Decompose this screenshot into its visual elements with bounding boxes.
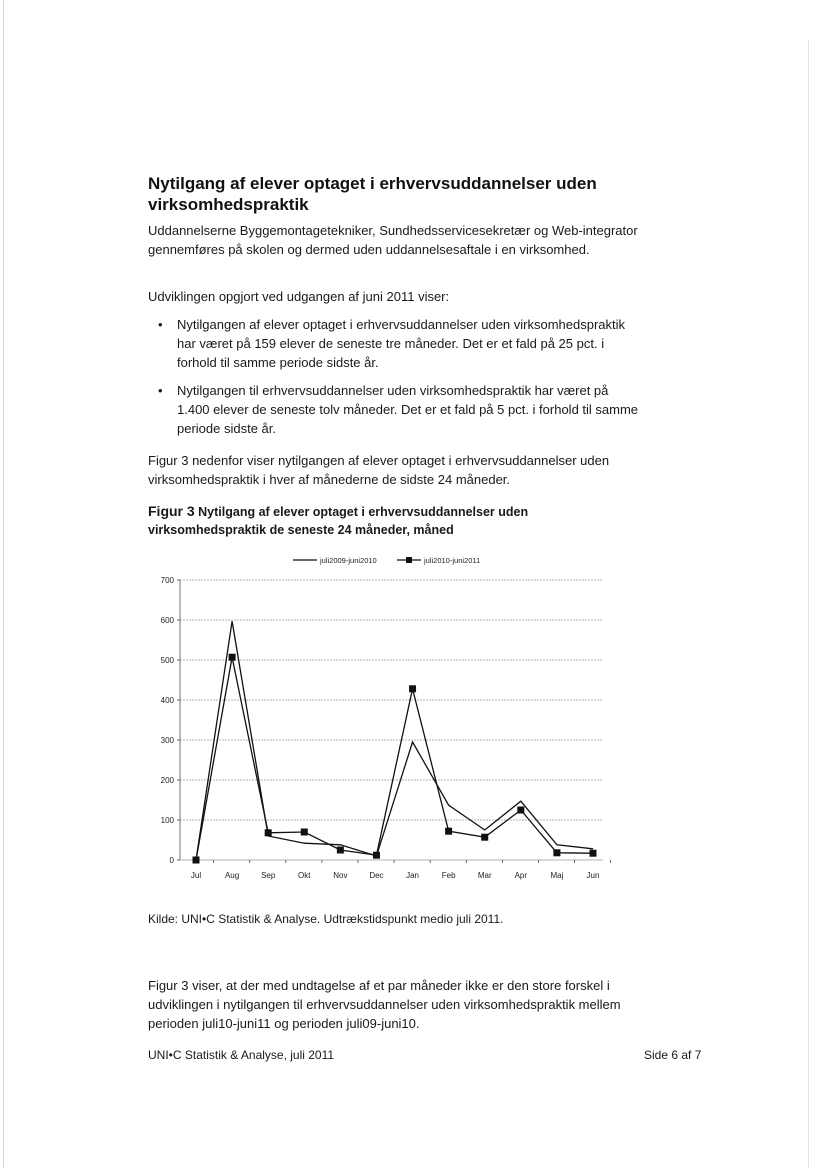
data-point-marker [409, 685, 416, 692]
chart-grid [180, 580, 603, 860]
data-point-marker [517, 807, 524, 814]
x-tick-label: Sep [261, 871, 276, 880]
data-point-marker [229, 654, 236, 661]
x-axis [191, 860, 611, 880]
x-tick-label: Jan [406, 871, 419, 880]
figure-intro-paragraph: Figur 3 nedenfor viser nytilgangen af elever optaget i erhvervsuddannelser uden virksomhedspraktik i hver af månederne de sidste 24 måneder. [148, 453, 610, 487]
section-title: Nytilgang af elever optaget i erhvervsuddannelser uden virksomhedspraktik [148, 174, 597, 214]
chart-container [148, 548, 618, 888]
x-tick-label: Aug [224, 871, 240, 880]
x-tick-label: Mar [477, 871, 492, 880]
scan-edge [808, 40, 809, 1168]
x-tick-label: Feb [441, 871, 456, 880]
data-point-marker [337, 847, 344, 854]
y-axis [161, 576, 180, 865]
scan-edge [3, 0, 4, 1168]
legend-marker [406, 557, 412, 563]
figure-caption-text: Nytilgang af elever optaget i erhvervsuddannelser uden virksomhedspraktik de seneste 24 måneder, måned [148, 505, 529, 537]
bullet-icon: • [158, 317, 163, 332]
legend-label: juli2009-juni2010 [320, 556, 377, 565]
legend-label: juli2010-juni2011 [424, 556, 481, 565]
bullet-item [148, 381, 643, 438]
bullet-text: Nytilgangen til erhvervsuddannelser uden virksomhedspraktik har været på 1.400 elever de seneste tolv måneder. Det er et fald på 5 pct. i forhold til samme periode sidste år. [177, 383, 639, 436]
figure-caption [148, 502, 643, 539]
y-tick-label: 500 [160, 656, 174, 665]
x-tick-label: Jun [586, 871, 600, 880]
data-point-marker [590, 850, 597, 857]
bullet-text: Nytilgangen af elever optaget i erhvervsuddannelser uden virksomhedspraktik har været på 159 elever de seneste tre måneder. Det er et fald på 25 pct. i forhold til samme periode sidste år. [177, 317, 626, 370]
line-chart [148, 548, 618, 888]
intro-paragraph: Uddannelserne Byggemontagetekniker, Sundhedsservicesekretær og Web-integrator gennemføres på skolen og dermed uden uddannelsesaftale i en virksomhed. [148, 223, 638, 257]
x-tick-label: Maj [550, 871, 564, 880]
y-tick-label: 400 [160, 696, 174, 705]
x-tick-label: Jul [190, 871, 202, 880]
y-tick-label: 100 [160, 816, 174, 825]
y-tick-label: 700 [160, 576, 174, 585]
x-tick-label: Nov [333, 871, 348, 880]
development-intro: Udviklingen opgjort ved udgangen af juni 2011 viser: [148, 289, 450, 304]
data-point-marker [193, 857, 200, 864]
data-point-marker [481, 834, 488, 841]
data-point-marker [373, 852, 380, 859]
chart-series [193, 621, 597, 863]
bullet-list [148, 315, 643, 447]
footer-publisher: UNI•C Statistik & Analyse, juli 2011 [148, 1048, 335, 1062]
conclusion-paragraph: Figur 3 viser, at der med undtagelse af et par måneder ikke er den store forskel i udviklingen i nytilgangen til erhvervsuddannelser uden virksomhedspraktik mellem perioden juli10-juni11 og perioden juli09-juni10. [148, 978, 621, 1031]
figure-source: Kilde: UNI•C Statistik & Analyse. Udtrækstidspunkt medio juli 2011. [148, 912, 504, 926]
data-point-marker [445, 828, 452, 835]
y-tick-label: 200 [160, 776, 174, 785]
chart-legend [293, 556, 480, 565]
figure-label: Figur 3 [148, 503, 195, 519]
x-tick-label: Okt [298, 871, 311, 880]
footer-page-number: Side 6 af 7 [644, 1048, 702, 1062]
y-tick-label: 300 [160, 736, 174, 745]
x-tick-label: Apr [514, 871, 528, 880]
bullet-item [148, 315, 643, 372]
bullet-icon: • [158, 383, 163, 398]
data-point-marker [553, 849, 560, 856]
y-tick-label: 0 [169, 856, 174, 865]
data-point-marker [301, 829, 308, 836]
data-point-marker [265, 829, 272, 836]
x-tick-label: Dec [369, 871, 384, 880]
y-tick-label: 600 [160, 616, 174, 625]
